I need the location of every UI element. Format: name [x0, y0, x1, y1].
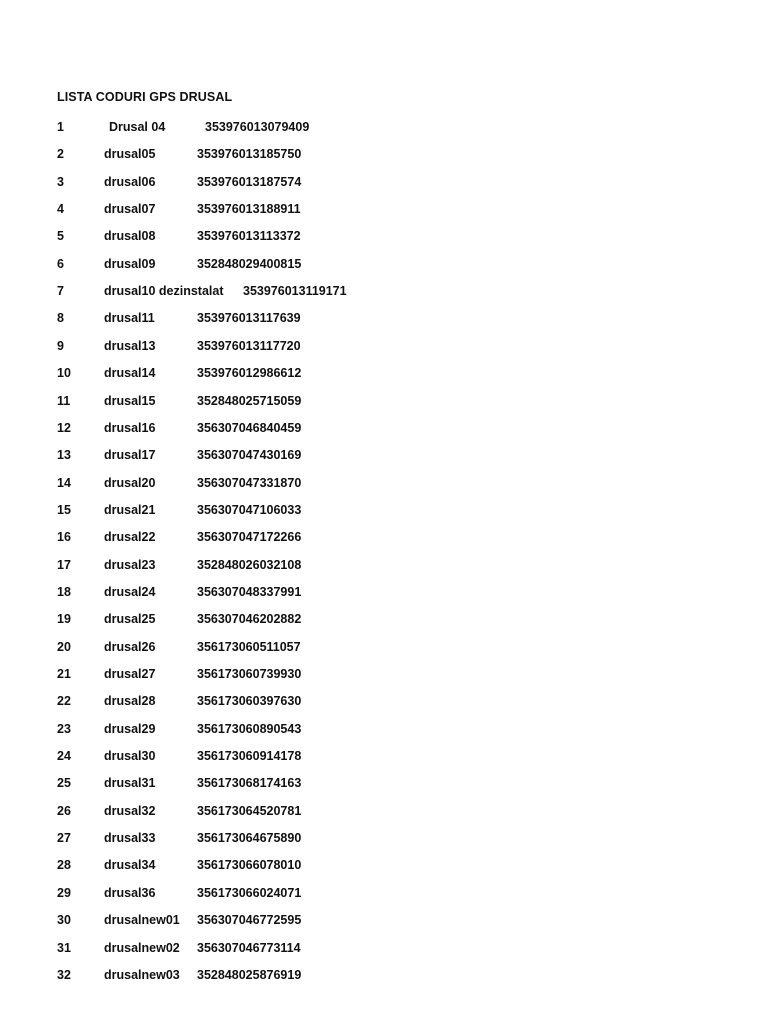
row-number: 19 — [57, 612, 71, 627]
row-number: 7 — [57, 284, 64, 299]
gps-code: 356307047106033 — [197, 502, 302, 517]
list-item — [0, 145, 768, 163]
device-name: drusal36 — [104, 885, 156, 900]
list-item — [0, 309, 768, 327]
list-item — [0, 364, 768, 382]
row-number: 16 — [57, 530, 71, 545]
document-title: LISTA CODURI GPS DRUSAL — [57, 90, 233, 104]
gps-code: 352848025876919 — [197, 967, 302, 982]
list-item — [0, 583, 768, 601]
list-item — [0, 392, 768, 410]
device-name: drusal32 — [104, 803, 156, 818]
list-item — [0, 227, 768, 245]
gps-code: 356307046840459 — [197, 420, 302, 435]
device-name: drusal28 — [104, 694, 156, 709]
device-name: drusal10 dezinstalat — [104, 284, 224, 299]
row-number: 2 — [57, 147, 64, 162]
device-name: drusal29 — [104, 721, 156, 736]
device-name: drusal30 — [104, 749, 156, 764]
gps-code: 356307047331870 — [197, 475, 302, 490]
row-number: 31 — [57, 940, 71, 955]
gps-code: 352848026032108 — [197, 557, 302, 572]
device-name: drusal24 — [104, 584, 156, 599]
row-number: 9 — [57, 338, 64, 353]
device-name: drusalnew01 — [104, 913, 180, 928]
gps-code: 356173064520781 — [197, 803, 302, 818]
device-name: drusal22 — [104, 530, 156, 545]
gps-code: 353976013079409 — [205, 120, 310, 134]
device-name: drusal15 — [104, 393, 156, 408]
gps-code: 356173060511057 — [197, 639, 301, 654]
list-item — [0, 720, 768, 738]
list-item — [0, 829, 768, 847]
row-number: 32 — [57, 967, 71, 982]
gps-code: 353976013113372 — [197, 229, 301, 244]
list-item — [0, 638, 768, 656]
gps-code: 353976013187574 — [197, 174, 302, 189]
gps-code: 356173060890543 — [197, 721, 302, 736]
row-number: 22 — [57, 694, 71, 709]
device-name: drusal25 — [104, 612, 156, 627]
gps-code: 353976013188911 — [197, 202, 301, 217]
device-name: drusal31 — [104, 776, 156, 791]
gps-code: 353976013185750 — [197, 147, 302, 162]
device-name: drusal23 — [104, 557, 156, 572]
list-item — [0, 419, 768, 437]
list-item — [0, 774, 768, 792]
gps-code: 356307048337991 — [197, 584, 302, 599]
device-name: drusal08 — [104, 229, 156, 244]
row-number: 29 — [57, 885, 71, 900]
device-name: drusal16 — [104, 420, 156, 435]
list-item — [0, 692, 768, 710]
row-number: 18 — [57, 584, 71, 599]
list-item — [0, 118, 768, 136]
gps-code: 356173060739930 — [197, 667, 302, 681]
row-number: 10 — [57, 366, 71, 381]
list-item — [0, 856, 768, 874]
gps-code: 356307046772595 — [197, 913, 302, 928]
list-item — [0, 528, 768, 546]
device-name: drusal09 — [104, 256, 156, 271]
list-item — [0, 255, 768, 273]
gps-code: 356173068174163 — [197, 776, 302, 791]
gps-code: 352848029400815 — [197, 256, 302, 271]
gps-code: 353976012986612 — [197, 366, 302, 381]
row-number: 15 — [57, 502, 71, 517]
device-name: drusal27 — [104, 667, 156, 681]
device-name: drusal26 — [104, 639, 156, 654]
list-item — [0, 610, 768, 628]
gps-code: 353976013117639 — [197, 311, 301, 326]
list-item — [0, 173, 768, 191]
row-number: 12 — [57, 420, 71, 435]
list-item — [0, 966, 768, 984]
gps-code: 352848025715059 — [197, 393, 302, 408]
gps-code: 353976013119171 — [243, 284, 347, 299]
device-name: drusal06 — [104, 174, 156, 189]
row-number: 17 — [57, 557, 71, 572]
list-item — [0, 884, 768, 902]
list-item — [0, 446, 768, 464]
row-number: 20 — [57, 639, 71, 654]
row-number: 21 — [57, 667, 71, 681]
row-number: 4 — [57, 202, 64, 217]
device-name: drusal17 — [104, 448, 156, 463]
device-name: Drusal 04 — [109, 120, 166, 134]
device-name: drusal11 — [104, 311, 155, 326]
list-item — [0, 282, 768, 300]
row-number: 24 — [57, 749, 71, 764]
row-number: 30 — [57, 913, 71, 928]
row-number: 5 — [57, 229, 64, 244]
row-number: 8 — [57, 311, 64, 326]
list-item — [0, 337, 768, 355]
gps-code: 356173066024071 — [197, 885, 302, 900]
list-item — [0, 501, 768, 519]
row-number: 3 — [57, 174, 64, 189]
device-name: drusal34 — [104, 858, 156, 873]
device-name: drusal20 — [104, 475, 156, 490]
list-item — [0, 556, 768, 574]
gps-code: 356307046773114 — [197, 940, 301, 955]
gps-code: 356173064675890 — [197, 831, 302, 846]
row-number: 23 — [57, 721, 71, 736]
device-name: drusal13 — [104, 338, 156, 353]
gps-code: 356173066078010 — [197, 858, 302, 873]
row-number: 6 — [57, 256, 64, 271]
row-number: 14 — [57, 475, 71, 490]
gps-code: 353976013117720 — [197, 338, 301, 353]
gps-code: 356173060914178 — [197, 749, 302, 764]
gps-code: 356307047172266 — [197, 530, 302, 545]
list-item — [0, 802, 768, 820]
list-item — [0, 747, 768, 765]
list-item — [0, 939, 768, 957]
list-item — [0, 200, 768, 218]
row-number: 28 — [57, 858, 71, 873]
row-number: 25 — [57, 776, 71, 791]
gps-code: 356307047430169 — [197, 448, 302, 463]
device-name: drusalnew02 — [104, 940, 180, 955]
list-item — [0, 474, 768, 492]
row-number: 27 — [57, 831, 71, 846]
gps-code: 356307046202882 — [197, 612, 302, 627]
row-number: 11 — [57, 393, 71, 408]
device-name: drusalnew03 — [104, 967, 180, 982]
device-name: drusal05 — [104, 147, 156, 162]
device-name: drusal33 — [104, 831, 156, 846]
device-name: drusal21 — [104, 502, 156, 517]
row-number: 26 — [57, 803, 71, 818]
gps-code: 356173060397630 — [197, 694, 302, 709]
row-number: 13 — [57, 448, 71, 463]
device-name: drusal07 — [104, 202, 156, 217]
row-number: 1 — [57, 120, 64, 134]
list-item — [0, 911, 768, 929]
device-name: drusal14 — [104, 366, 156, 381]
list-item — [0, 665, 768, 683]
